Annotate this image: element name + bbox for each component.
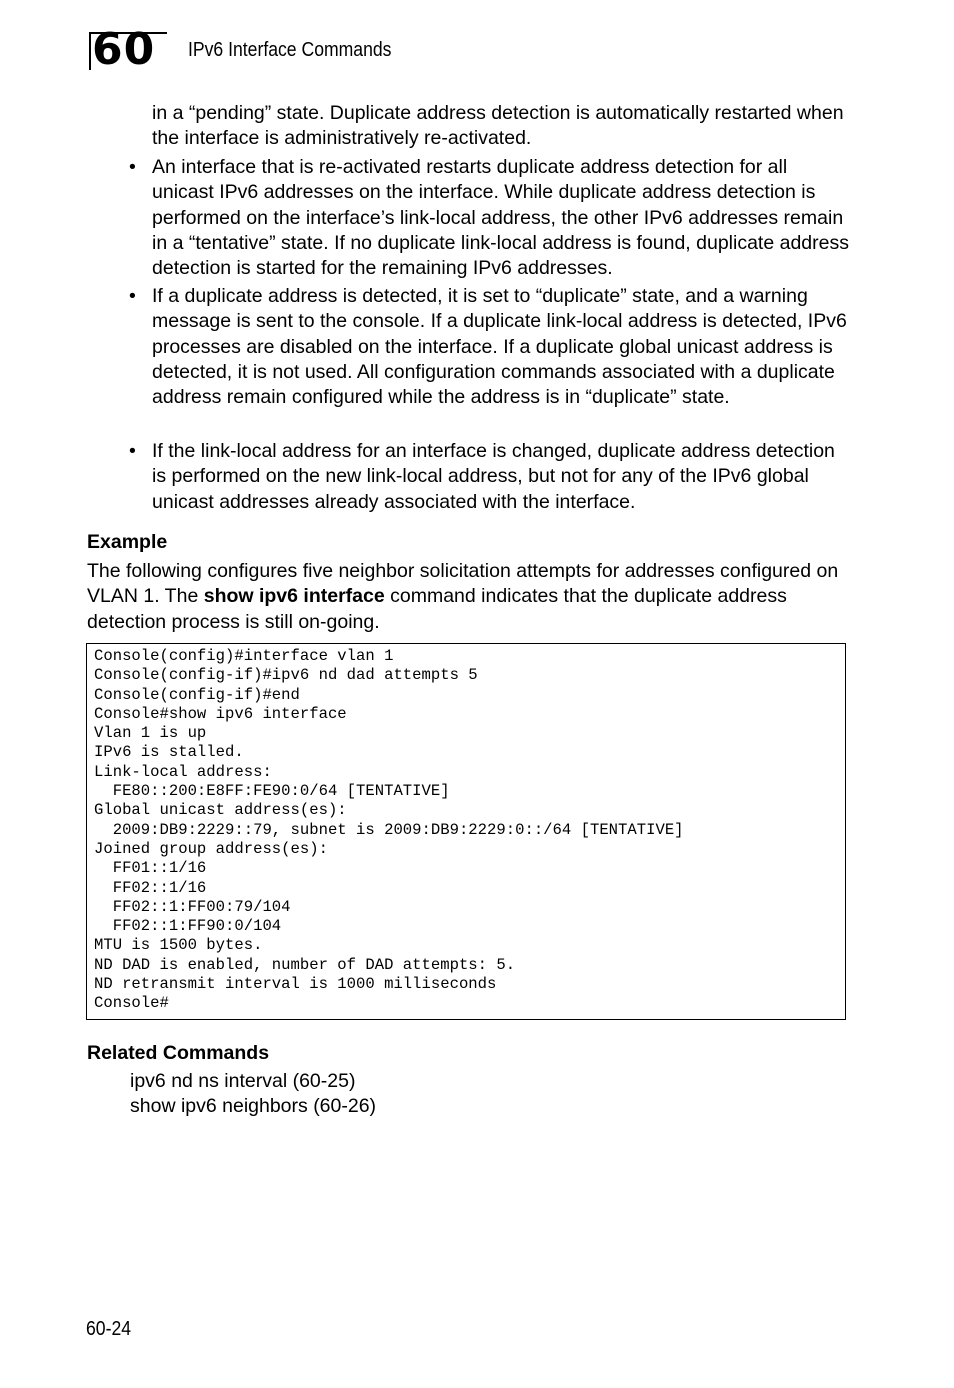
bullet-text: An interface that is re-activated restarts duplicate address detection for all unicast IPv6 addresses on the interface. While duplicate address detection is performed on the interface’s link-local address, the other IPv6 addresses remain in a “tentative” state. If no duplicate link-local address is found, duplicate address detection is started for the remaining IPv6 addresses.	[152, 156, 849, 280]
code-example-box	[86, 643, 846, 1020]
code-line: Link-local address:	[94, 762, 272, 781]
related-command-link[interactable]: show ipv6 neighbors (60-26)	[130, 1095, 377, 1118]
chapter-number: 60	[92, 24, 156, 75]
code-line: IPv6 is stalled.	[94, 743, 244, 762]
page-number: 60-24	[86, 1318, 132, 1340]
code-line: Vlan 1 is up	[94, 724, 207, 743]
example-intro-text: The following configures five neighbor solicitation attempts for addresses configured on VLAN 1. The	[87, 560, 839, 608]
code-line: Joined group address(es):	[94, 839, 328, 858]
code-line: FF02::1/16	[94, 878, 207, 897]
code-line: MTU is 1500 bytes.	[94, 936, 263, 955]
bullet-icon: •	[129, 440, 136, 462]
code-line: FF02::1:FF90:0/104	[94, 917, 282, 936]
code-line: Console(config-if)#ipv6 nd dad attempts 5	[94, 666, 478, 685]
code-listing	[94, 647, 684, 1014]
code-line: Console(config-if)#end	[94, 685, 300, 704]
bullet-item	[129, 439, 852, 515]
bullet-icon: •	[129, 156, 136, 178]
bullet-item	[129, 155, 852, 281]
example-intro-text: command indicates that the duplicate address detection process is still on-going.	[87, 585, 787, 633]
code-line: Global unicast address(es):	[94, 801, 347, 820]
code-line: FF01::1/16	[94, 859, 207, 878]
chapter-title: IPv6 Interface Commands	[188, 39, 392, 61]
code-line: ND DAD is enabled, number of DAD attempts: 5.	[94, 955, 516, 974]
code-line: Console(config)#interface vlan 1	[94, 647, 394, 665]
continuation-paragraph: in a “pending” state. Duplicate address detection is automatically restarted when the interface is administratively re-activated.	[152, 102, 844, 150]
code-line: ND retransmit interval is 1000 milliseconds	[94, 975, 497, 994]
related-command-link[interactable]: ipv6 nd ns interval (60-25)	[130, 1070, 356, 1092]
example-heading: Example	[87, 531, 168, 553]
code-line: Console#show ipv6 interface	[94, 704, 347, 723]
bullet-icon: •	[129, 285, 136, 307]
example-command-name: show ipv6 interface	[203, 585, 385, 608]
related-commands-list	[130, 1069, 376, 1120]
code-line: FE80::200:E8FF:FE90:0/64 [TENTATIVE]	[94, 782, 450, 801]
code-line: FF02::1:FF00:79/104	[94, 897, 291, 916]
bullet-text: If the link-local address for an interface is changed, duplicate address detection is performed on the new link-local address, but not for any of the IPv6 global unicast addresses already associated with the interface.	[152, 440, 835, 513]
code-line: 2009:DB9:2229::79, subnet is 2009:DB9:2229:0::/64 [TENTATIVE]	[94, 820, 684, 839]
code-line: Console#	[94, 994, 169, 1013]
bullet-text: If a duplicate address is detected, it is set to “duplicate” state, and a warning message is sent to the console. If a duplicate link-local address is detected, IPv6 processes are disabled on the interface. If a duplicate global unicast address is detected, it is not used. All configuration commands associated with a duplicate address remain configured while the address is in “duplicate” state.	[152, 285, 847, 409]
bullet-item	[129, 284, 852, 410]
related-commands-heading: Related Commands	[87, 1042, 270, 1064]
example-intro	[87, 559, 857, 635]
